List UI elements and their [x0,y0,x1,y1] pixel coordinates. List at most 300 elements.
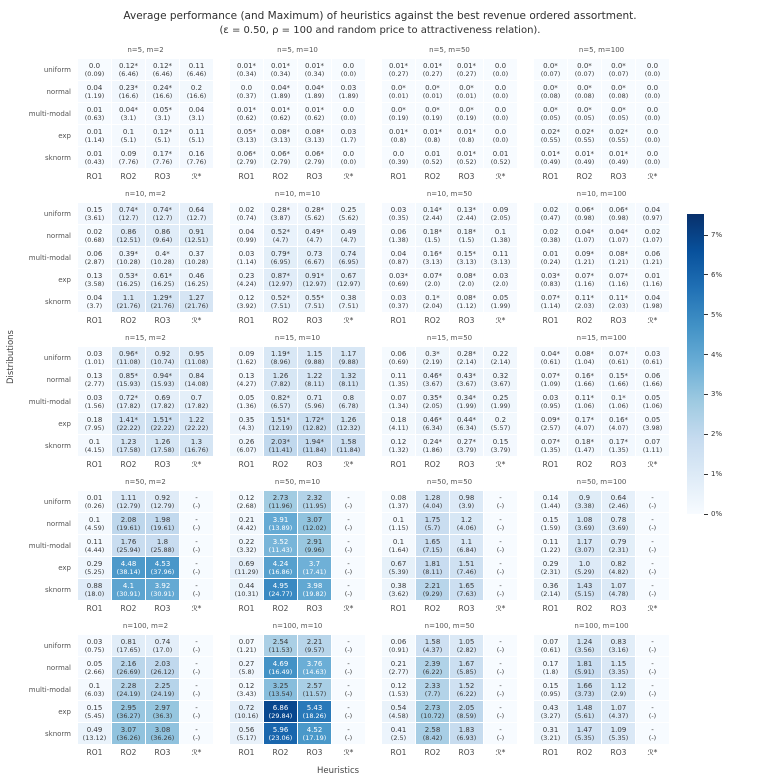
col-label: RO2 [576,172,593,181]
heatmap-cell: 0.11 (4.44) [78,535,111,556]
heatmap-cell: 0.05 (3.98) [636,413,669,434]
heatmap-cell: 0.15 (3.61) [78,203,111,224]
heatmap-cell: 1.65 (7.15) [416,535,449,556]
heatmap-cell: 0.12* (6.46) [112,59,145,80]
heatmap-cell: - (-) [180,701,213,722]
col-label: RO3 [458,460,475,469]
heatmap-cell: 0.49 (4.7) [332,225,365,246]
heatmap-cell: 1.28 (4.04) [416,491,449,512]
heatmap-cell: 0.07* (1.16) [568,269,601,290]
heatmap-cell: 0.64 (12.7) [180,203,213,224]
col-label: RO3 [610,172,627,181]
heatmap-cell: 0.01* (0.8) [450,125,483,146]
heatmap-cell: 0.0 (0.0) [484,59,517,80]
block-cells [78,59,213,168]
col-label: RO1 [542,316,559,325]
heatmap-cell: 0.41 (2.5) [382,723,415,744]
heatmap-cell: 0.91* (12.97) [298,269,331,290]
heatmap-cell: 0.43 (3.27) [534,701,567,722]
block-title: n=100, m=100 [574,622,629,630]
column-labels [78,460,213,473]
heatmap-cell: 0.07* (1.09) [534,369,567,390]
heatmap-cell: 0.1 (5.1) [112,125,145,146]
block-cells [78,491,213,600]
heatmap-cell: 0.29 (5.25) [78,557,111,578]
heatmap-cell: 0.12 (1.53) [382,679,415,700]
block-title: n=100, m=50 [424,622,475,630]
heatmap-cell: 0.17 (1.8) [534,657,567,678]
heatmap-cell: 0.96* (11.08) [112,347,145,368]
heatmap-cell: 0.7 (17.82) [180,391,213,412]
heatmap-cell: 0.07 (0.61) [534,635,567,656]
heatmap-cell: 0.12 (3.92) [230,291,263,312]
heatmap-cell: - (-) [332,557,365,578]
heatmap-cell: 0.56 (5.17) [230,723,263,744]
row-label: normal [46,88,71,96]
heatmap-cell: 0.03 (1.14) [230,247,263,268]
heatmap-cell: 0.0 (0.0) [484,125,517,146]
block-cells [382,491,517,600]
col-label: RO2 [120,460,137,469]
column-labels [78,604,213,617]
row-label: normal [46,232,71,240]
heatmap-cell: 0.46 (16.25) [180,269,213,290]
block-title: n=5, m=50 [429,46,470,54]
heatmap-cell: - (-) [180,557,213,578]
heatmap-cell: - (-) [332,657,365,678]
col-label: RO3 [610,748,627,757]
heatmap-cell: 2.58 (8.42) [416,723,449,744]
heatmap-cell: 2.91 (9.96) [298,535,331,556]
col-label: ℛ* [191,172,202,181]
heatmap-cell: - (-) [636,679,669,700]
heatmap-cell: 0.11* (2.03) [568,291,601,312]
heatmap-cell: 0.03 (0.75) [78,635,111,656]
heatmap-cell: 0.07 (1.11) [636,435,669,456]
heatmap-cell: 1.52 (6.22) [450,679,483,700]
heatmap-cell: 1.76 (25.94) [112,535,145,556]
heatmap-cell: 0.01 (0.63) [78,103,111,124]
heatmap-cell: 3.76 (14.63) [298,657,331,678]
heatmap-cell: 1.26 (12.32) [332,413,365,434]
heatmap-cell: 0.1 (4.15) [78,435,111,456]
heatmap-cell: 0.61* (16.25) [146,269,179,290]
col-label: RO1 [86,748,103,757]
heatmap-cell: 0.22 (2.14) [484,347,517,368]
heatmap-cell: 0.23 (4.24) [230,269,263,290]
block-cells [534,635,669,744]
column-labels [78,172,213,185]
heatmap-cell: 0.04* (1.07) [602,225,635,246]
heatmap-cell: 2.03* (11.41) [264,435,297,456]
col-label: RO1 [86,460,103,469]
col-label: RO3 [154,316,171,325]
heatmap-cell: 0.0* (0.19) [416,103,449,124]
heatmap-cell: - (-) [484,557,517,578]
heatmap-cell: 2.97 (36.3) [146,701,179,722]
heatmap-cell: 0.44 (10.31) [230,579,263,600]
block-cells [230,491,365,600]
heatmap-cell: 0.94* (15.93) [146,369,179,390]
spacer [22,478,78,491]
heatmap-cell: 0.02 (0.74) [230,203,263,224]
heatmap-cell: 0.0* (0.08) [568,81,601,102]
heatmap-cell: 6.86 (29.84) [264,701,297,722]
heatmap-cell: 0.01* (0.34) [264,59,297,80]
heatmap-cell: 0.73 (6.67) [298,247,331,268]
col-label: RO2 [120,748,137,757]
heatmap-cell: 0.1 (6.03) [78,679,111,700]
heatmap-cell: 0.74* (12.7) [112,203,145,224]
heatmap-cell: - (-) [180,657,213,678]
heatmap-cell: 0.01* (0.49) [534,147,567,168]
heatmap-cell: 0.26 (6.07) [230,435,263,456]
heatmap-cell: 0.07 (1.34) [382,391,415,412]
column-labels [230,748,365,761]
heatmap-cell: - (-) [484,579,517,600]
row-label: sknorm [45,154,71,162]
row-label: uniform [43,66,71,74]
col-label: RO2 [272,604,289,613]
heatmap-cell: 0.15 (0.95) [534,679,567,700]
block-cells [382,203,517,312]
heatmap-cell: 0.15* (1.66) [602,369,635,390]
heatmap-cell: 0.01* (0.27) [450,59,483,80]
heatmap-cell: 5.96 (23.06) [264,723,297,744]
heatmap-cell: 0.2 (5.57) [484,413,517,434]
block-title: n=15, m=2 [125,334,166,342]
heatmap-cell: 0.25 (1.99) [484,391,517,412]
heatmap-cell: 0.11 (6.46) [180,59,213,80]
heatmap-cell: 3.92 (30.91) [146,579,179,600]
col-label: RO1 [238,460,255,469]
heatmap-cell: 0.04* (1.07) [568,225,601,246]
col-label: RO3 [610,460,627,469]
column-labels [382,316,517,329]
heatmap-cell: 2.54 (11.53) [264,635,297,656]
heatmap-cell: 1.66 (3.73) [568,679,601,700]
heatmap-cell: 1.83 (6.93) [450,723,483,744]
heatmap-cell: 0.0* (0.05) [568,103,601,124]
heatmap-cell: 0.27 (5.8) [230,657,263,678]
row-label: sknorm [45,730,71,738]
heatmap-cell: 0.02* (0.55) [534,125,567,146]
row-label: exp [58,276,71,284]
heatmap-cell: 0.05 (1.06) [636,391,669,412]
heatmap-cell: 0.11* (1.06) [568,391,601,412]
heatmap-cell: 1.07 (4.37) [602,701,635,722]
col-label: RO2 [120,316,137,325]
row-label: multi-modal [28,686,71,694]
heatmap-cell: 0.01 (0.24) [534,247,567,268]
heatmap-cell: 2.32 (11.95) [298,491,331,512]
col-label: RO1 [542,748,559,757]
heatmap-cell: 0.01* (0.52) [450,147,483,168]
heatmap-block [534,190,669,329]
col-label: ℛ* [495,316,506,325]
heatmap-cell: 0.49* (4.7) [298,225,331,246]
block-title: n=15, m=100 [576,334,627,342]
block-title: n=10, m=10 [274,190,321,198]
heatmap-cell: - (-) [332,535,365,556]
heatmap-cell: 2.25 (24.19) [146,679,179,700]
col-label: RO1 [238,604,255,613]
heatmap-cell: 0.01* (0.27) [382,59,415,80]
heatmap-cell: 2.73 (10.72) [416,701,449,722]
heatmap-cell: - (-) [636,535,669,556]
col-label: RO2 [576,748,593,757]
heatmap-cell: 0.16* (4.07) [602,413,635,434]
column-labels [534,172,669,185]
block-title: n=15, m=50 [426,334,473,342]
heatmap-cell: 0.74 (17.0) [146,635,179,656]
col-label: ℛ* [647,748,658,757]
heatmap-cell: - (-) [484,535,517,556]
row-label: uniform [43,642,71,650]
heatmap-cell: 0.01 (1.14) [78,125,111,146]
heatmap-cell: 0.81 (17.65) [112,635,145,656]
heatmap-cell: 0.03 (1.89) [332,81,365,102]
heatmap-cell: 0.06* (2.79) [264,147,297,168]
heatmap-cell: 0.09* (2.57) [534,413,567,434]
row-label: exp [58,708,71,716]
heatmap-cell: 2.16 (26.69) [112,657,145,678]
row-label: normal [46,520,71,528]
heatmap-cell: 1.12 (2.9) [602,679,635,700]
heatmap-cell: 0.34* (1.99) [450,391,483,412]
heatmap-grid [0,46,760,761]
heatmap-cell: 1.75 (5.7) [416,513,449,534]
heatmap-cell: 0.1* (2.04) [416,291,449,312]
heatmap-cell: 2.95 (36.27) [112,701,145,722]
col-label: ℛ* [495,172,506,181]
heatmap-cell: 0.04 (3.1) [180,103,213,124]
heatmap-cell: 0.06 (2.87) [78,247,111,268]
heatmap-cell: 0.18* (1.5) [416,225,449,246]
heatmap-block [534,478,669,617]
heatmap-cell: 0.67 (12.97) [332,269,365,290]
col-label: RO3 [154,460,171,469]
heatmap-cell: 0.05 (1.36) [230,391,263,412]
heatmap-cell: 0.11 (1.35) [382,369,415,390]
heatmap-block [382,478,517,617]
heatmap-cell: 4.1 (30.91) [112,579,145,600]
column-labels [382,172,517,185]
heatmap-cell: 0.03* (0.83) [534,269,567,290]
col-label: RO3 [154,748,171,757]
heatmap-cell: 1.29* (21.76) [146,291,179,312]
heatmap-cell: 0.32 (3.67) [484,369,517,390]
heatmap-cell: 1.22 (8.11) [298,369,331,390]
row-label: sknorm [45,586,71,594]
col-label: RO1 [542,460,559,469]
heatmap-cell: 0.79* (6.95) [264,247,297,268]
heatmap-cell: 1.2 (4.06) [450,513,483,534]
block-cells [78,203,213,312]
column-labels [230,316,365,329]
heatmap-cell: 1.94* (11.84) [298,435,331,456]
heatmap-cell: 2.03 (26.12) [146,657,179,678]
row-label-column [22,478,78,617]
heatmap-cell: 0.15 (5.45) [78,701,111,722]
heatmap-cell: 0.0* (0.05) [534,103,567,124]
col-label: ℛ* [495,460,506,469]
col-label: RO3 [306,460,323,469]
heatmap-block [78,46,213,185]
heatmap-cell: 0.53* (16.25) [112,269,145,290]
row-label: sknorm [45,442,71,450]
col-label: ℛ* [495,748,506,757]
heatmap-cell: 0.14 (1.44) [534,491,567,512]
heatmap-cell: 0.01 (0.26) [78,491,111,512]
block-title: n=5, m=10 [277,46,318,54]
heatmap-block-row [22,46,760,185]
col-label: RO2 [424,604,441,613]
heatmap-cell: 0.1* (1.06) [602,391,635,412]
col-label: RO1 [86,172,103,181]
heatmap-cell: 1.15 (9.88) [298,347,331,368]
heatmap-cell: 0.04* (3.1) [112,103,145,124]
row-label: sknorm [45,298,71,306]
heatmap-cell: 0.01* (0.62) [230,103,263,124]
chart-subtitle: (ε = 0.50, ρ = 100 and random price to attractiveness relation). [219,25,541,36]
heatmap-cell: 0.64 (2.46) [602,491,635,512]
heatmap-cell: 1.1 (21.76) [112,291,145,312]
block-cells [382,347,517,456]
heatmap-cell: 0.39* (10.28) [112,247,145,268]
heatmap-cell: 0.91 (12.51) [180,225,213,246]
heatmap-cell: 0.11 (3.13) [484,247,517,268]
heatmap-cell: 1.51* (22.22) [146,413,179,434]
heatmap-cell: 0.0* (0.01) [450,81,483,102]
heatmap-block [230,190,365,329]
heatmap-cell: 0.13 (3.58) [78,269,111,290]
heatmap-cell: 1.19* (8.96) [264,347,297,368]
heatmap-cell: 0.25 (5.62) [332,203,365,224]
heatmap-cell: - (-) [332,579,365,600]
col-label: ℛ* [343,172,354,181]
col-label: RO3 [610,316,627,325]
heatmap-cell: 0.0* (0.07) [534,59,567,80]
row-label: multi-modal [28,542,71,550]
block-cells [534,347,669,456]
heatmap-cell: 0.18 (4.11) [382,413,415,434]
heatmap-cell: 0.04 (0.97) [636,203,669,224]
heatmap-cell: - (-) [636,491,669,512]
heatmap-cell: 0.08* (3.13) [264,125,297,146]
heatmap-cell: 0.03 (0.37) [382,291,415,312]
row-label: exp [58,132,71,140]
heatmap-block [534,334,669,473]
heatmap-cell: 0.0* (0.19) [450,103,483,124]
col-label: RO3 [306,604,323,613]
heatmap-cell: 4.48 (38.14) [112,557,145,578]
heatmap-cell: - (-) [332,701,365,722]
col-label: RO1 [238,172,255,181]
col-label: ℛ* [343,460,354,469]
heatmap-cell: 0.01 (0.52) [416,147,449,168]
heatmap-cell: 0.04 (0.87) [382,247,415,268]
heatmap-cell: 0.0 (0.37) [230,81,263,102]
column-labels [230,604,365,617]
block-title: n=50, m=10 [274,478,321,486]
heatmap-cell: 0.01* (0.49) [602,147,635,168]
heatmap-cell: 0.01* (0.62) [298,103,331,124]
heatmap-cell: 0.16 (7.76) [180,147,213,168]
heatmap-cell: 0.0 (0.0) [636,59,669,80]
block-cells [78,635,213,744]
heatmap-cell: 1.07 (4.78) [602,579,635,600]
row-label: multi-modal [28,254,71,262]
heatmap-cell: 0.12 (3.43) [230,679,263,700]
heatmap-cell: - (-) [180,535,213,556]
heatmap-cell: 0.13 (2.77) [78,369,111,390]
heatmap-cell: 0.07* (0.61) [602,347,635,368]
heatmap-cell: 0.15 (1.59) [534,513,567,534]
column-labels [230,172,365,185]
heatmap-cell: 0.92 (12.79) [146,491,179,512]
heatmap-cell: 0.82* (6.57) [264,391,297,412]
row-label: exp [58,564,71,572]
heatmap-cell: 0.67 (5.39) [382,557,415,578]
heatmap-cell: 0.03 (1.7) [332,125,365,146]
row-label: normal [46,376,71,384]
heatmap-cell: 3.91 (13.89) [264,513,297,534]
column-labels [534,460,669,473]
col-label: ℛ* [647,172,658,181]
heatmap-cell: - (-) [180,679,213,700]
heatmap-cell: 0.01* (0.62) [264,103,297,124]
heatmap-cell: 1.1 (6.84) [450,535,483,556]
col-label: RO1 [542,172,559,181]
heatmap-cell: 0.16* (1.66) [568,369,601,390]
heatmap-cell: 1.51* (12.19) [264,413,297,434]
heatmap-cell: 0.44* (6.34) [450,413,483,434]
heatmap-block-row [22,622,760,761]
heatmap-block [534,622,669,761]
heatmap-cell: - (-) [484,657,517,678]
col-label: RO3 [458,172,475,181]
block-cells [534,203,669,312]
heatmap-cell: 0.95 (11.08) [180,347,213,368]
heatmap-cell: 0.69 (11.29) [230,557,263,578]
heatmap-cell: 3.08 (36.26) [146,723,179,744]
heatmap-cell: 0.06 (1.66) [636,369,669,390]
heatmap-cell: - (-) [484,679,517,700]
heatmap-cell: 4.52 (17.19) [298,723,331,744]
heatmap-cell: 1.41* (22.22) [112,413,145,434]
heatmap-cell: 0.0* (0.05) [602,103,635,124]
heatmap-cell: 1.15 (3.35) [602,657,635,678]
heatmap-cell: 0.85* (15.93) [112,369,145,390]
col-label: RO3 [306,172,323,181]
heatmap-cell: 0.08* (1.04) [568,347,601,368]
heatmap-cell: 0.1 (1.38) [484,225,517,246]
heatmap-block [382,46,517,185]
row-label: uniform [43,354,71,362]
col-label: RO3 [610,604,627,613]
y-axis-label: Distributions [6,330,16,385]
heatmap-cell: 0.03 (1.01) [78,347,111,368]
block-title: n=10, m=100 [576,190,627,198]
heatmap-cell: 0.28* (3.87) [264,203,297,224]
heatmap-cell: 1.51 (7.46) [450,557,483,578]
heatmap-cell: 0.05 (1.99) [484,291,517,312]
heatmap-cell: 2.21 (9.29) [416,579,449,600]
column-labels [382,748,517,761]
heatmap-cell: 0.0 (0.0) [332,59,365,80]
heatmap-cell: 0.74* (12.7) [146,203,179,224]
